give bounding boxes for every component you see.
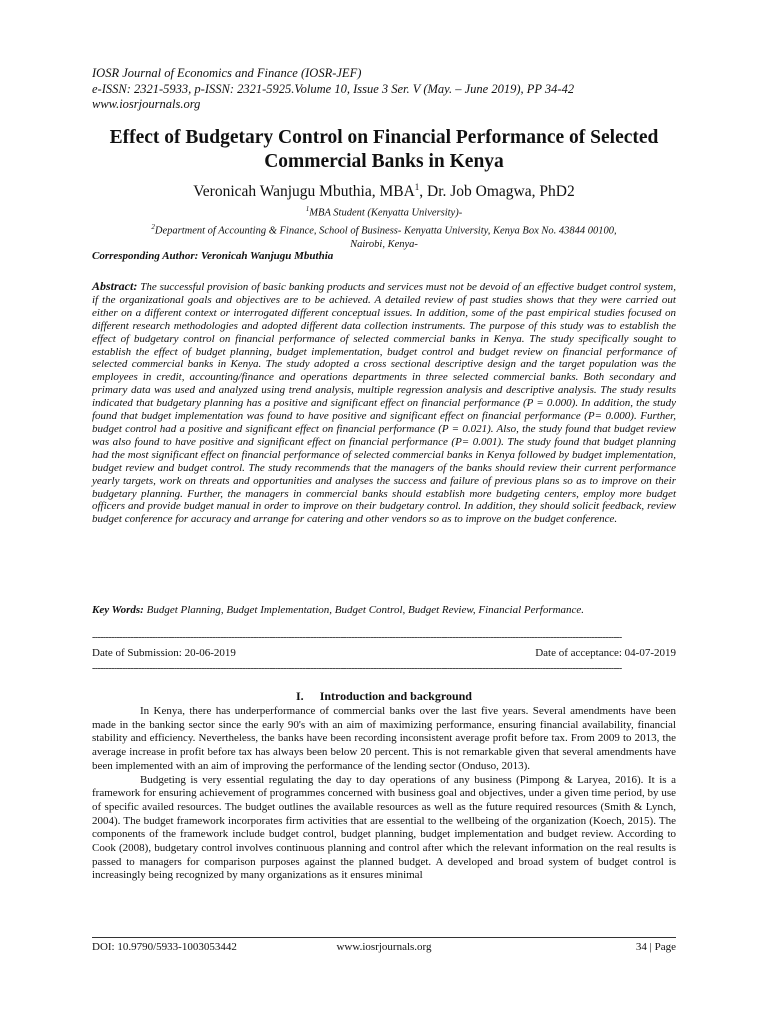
affiliation-2-line-2: Nairobi, Kenya- [350,238,418,250]
affiliation-2 [92,221,676,251]
journal-name: IOSR Journal of Economics and Finance (IOSR-JEF) [92,66,362,80]
author-list [92,182,676,201]
section-heading [92,689,676,704]
footer-divider [92,937,676,938]
keywords-label: Key Words: [92,604,144,616]
date-of-submission: Date of Submission: 20-06-2019 [92,647,236,659]
paragraph-1: In Kenya, there has underperformance of commercial banks over the last five years. Several amendments have been made in the banking sector since the early 90's with an aim of maximizing performance, ensuring financial availability, financial stability and efficiency. Nevertheless, the banks have been recording inconsistent average profit before tax. From 2009 to 2013, the average increase in profit before tax has always been below 20 percent. This is not remarkable given that several amendments have been implemented with an aim of improving the performance of the lending sector (Onduso, 2013). [92,705,676,772]
keywords-text: Budget Planning, Budget Implementation, Budget Control, Budget Review, Financial Performance. [146,604,585,616]
paragraph-2: Budgeting is very essential regulating the day to day operations of any business (Pimpong & Laryea, 2016). It is a framework for ensuring achievement of programmes concerned with business goal and objectives, under a given time period, by use of specific availed resources. The budget outlines the available resources as well as the future required resources (Smith & Lynch, 2004). The budget framework incorporates firm activities that are essential to the wellbeing of the organization (Koech, 2015). The components of the framework include budget control, budget planning, budget implementation and budget review. According to Cook (2008), budgetary control involves continuous planning and control after which the relevant information on the real results is passed to managers for comparison purposes against the planned budget. A developed and broad system of budget control is increasingly being recognized by many organizations as it ensures minimal [92,773,676,882]
paper-title [92,126,676,174]
journal-issn: e-ISSN: 2321-5933, p-ISSN: 2321-5925.Volume 10, Issue 3 Ser. V (May. – June 2019), PP 34-42 [92,81,575,96]
separator-top: -------------------------------------------------------------------------------------------------------------------------------------------------------------------------------------------------- [92,632,622,643]
corresponding-author: Corresponding Author: Veronicah Wanjugu Mbuthia [92,250,334,262]
abstract [92,280,676,526]
affiliation-2-sup: 2 [151,223,155,231]
body-text [92,705,676,883]
author-2: , Dr. Job Omagwa, PhD2 [419,183,575,201]
title-line-1: Effect of Budgetary Control on Financial Performance of Selected [109,127,659,148]
journal-website: www.iosrjournals.org [92,97,201,111]
abstract-label: Abstract: [92,279,138,293]
affiliation-1-sup: 1 [305,205,310,213]
affiliation-1-text: MBA Student (Kenyatta University)- [309,207,463,219]
affiliation-1 [92,203,676,220]
keywords [92,604,676,617]
dates-row [92,647,676,659]
title-line-2: Commercial Banks in Kenya [264,151,504,172]
date-of-acceptance: Date of acceptance: 04-07-2019 [535,647,676,659]
affiliation-2-line-1: Department of Accounting & Finance, School of Business- Kenyatta University, Kenya Box No. 43844 00100, [154,225,617,237]
section-number: I. [296,689,304,703]
separator-bottom: -------------------------------------------------------------------------------------------------------------------------------------------------------------------------------------------------- [92,663,622,674]
footer-page-number: 34 | Page [635,941,676,953]
journal-header [92,66,574,113]
author-1: Veronicah Wanjugu Mbuthia, MBA [193,183,415,201]
footer-website: www.iosrjournals.org [336,941,432,953]
author-1-sup: 1 [414,182,420,192]
footer-doi: DOI: 10.9790/5933-1003053442 [92,941,237,953]
abstract-text: The successful provision of basic banking products and services must not be devoid of an effective budget control system, if the organizational goals and objectives are to be achieved. A detailed review of past studies shows that they were carried out either on a different context or interrogated different conceptual issues. In addition, some of the past empirical studies focused on different research methodologies and adopted different data collection instruments. The purpose of this study was to establish the effect of budgetary control on financial performance of selected commercial banks in Kenya. The study specifically sought to establish the effect of budget planning, budget implementation, budget control and budget review on financial performance of selected commercial banks in Kenya. The study adopted a cross sectional descriptive design and the target population was the employees in credit, accounting/finance and operations departments in three selected commercial banks. Both secondary and primary data was used and analyzed using trend analysis, multiple regression analysis and descriptive analysis. The study results indicated that budgetary planning has a positive and significant effect on financial performance (P = 0.000). In addition, the study found that budget implementation was found to have positive and significant effect on financial performance (P= 0.000). Further, budget control had a positive and significant effect on financial performance (P = 0.021). Also, the study found that budget review was also found to have positive and significant effect on financial performance (P= 0.001). The study found that budget planning had the most significant effect on financial performance of selected commercial banks in Kenya followed by budget implementation, budget review and budget control. The study recommends that the managers of the banks should review their current performance yearly targets, work on threats and opportunities and analyses the success and failure of previous plans so as to improve on their budgetary planning. Further, the managers in commercial banks should establish more budgeting centers, employ more budget officers and provide budget manual in order to improve on their budgetary control. In addition, they should solicit feedback, review budget conference for accuracy and arrange for catering and other vendors so as to improve on the budget conference. [92,281,676,526]
section-title: Introduction and background [319,689,472,703]
